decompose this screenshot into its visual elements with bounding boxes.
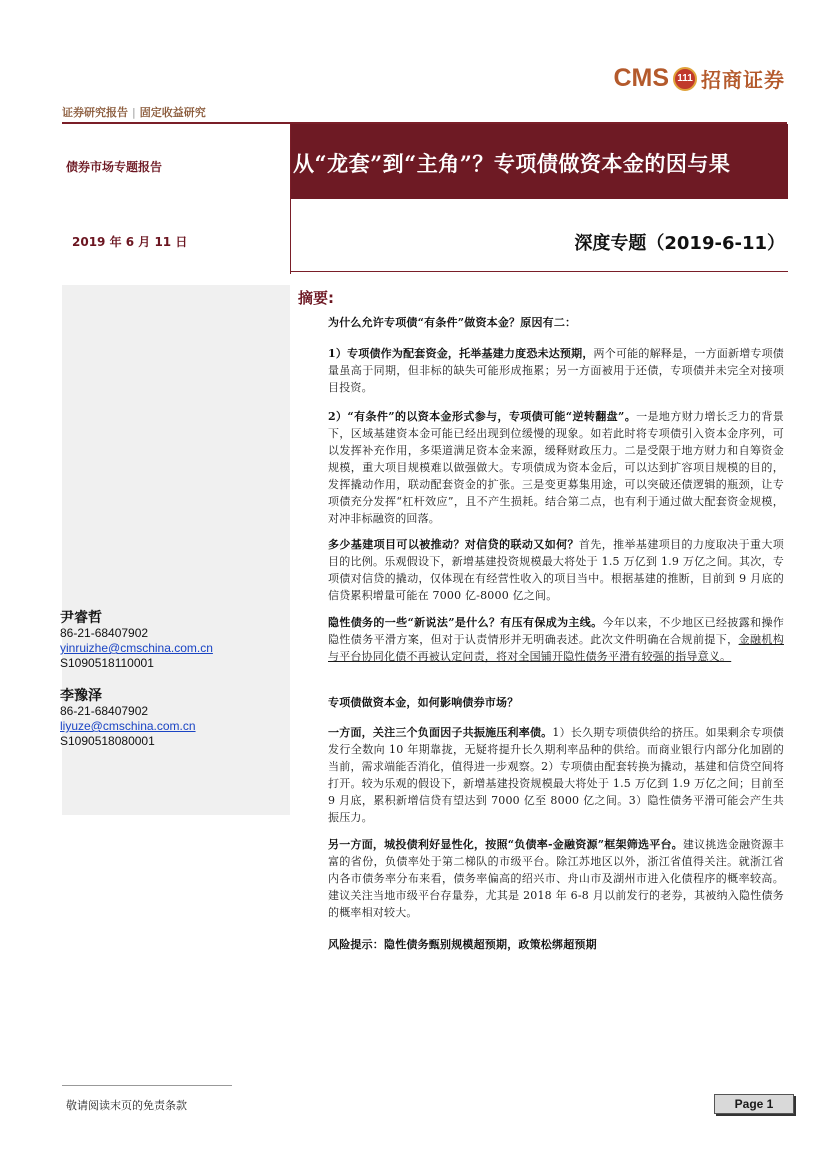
risk-text: 风险提示：隐性债务甄别规模超预期，政策松绑超预期 (328, 938, 597, 951)
abstract-heading: 摘要: (298, 289, 334, 307)
author-card (60, 689, 196, 749)
abstract-paragraph (328, 836, 784, 921)
paragraph-lead: 隐性债务的一些“新说法”是什么？有压有保成为主线。 (328, 616, 603, 629)
paragraph-underlined-text: 金融机构与平台协同化债不再被认定问责，将对全国铺开隐性债务平滑有较强的指导意义。 (328, 633, 784, 663)
abstract-paragraph (328, 345, 784, 396)
page-number: Page 1 (714, 1094, 794, 1114)
abstract-question-2 (328, 694, 784, 711)
disclaimer-note: 敬请阅读末页的免责条款 (66, 1099, 187, 1112)
paragraph-text: 一是地方财力增长乏力的背景下，区域基建资本金可能已经出现到位缓慢的现象。如若此时将专项债引入资本金序列，可以发挥补充作用，多渠道满足资本金来源，缓释财政压力。二是受限于地方财力和自筹资金规模，重大项目规模难以做强做大。专项债成为资本金后，可以达到扩容项目规模的目的，发挥撬动作用，联动配套资金的扩张。三是变更募集用途，可以突破还债逻辑的瓶颈，让专项债充分发挥“杠杆效应”，且不产生损耗。结合第二点，也有利于通过做大配套资金规模，对冲非标融资的回落。 (328, 410, 784, 525)
report-type: 债券市场专题报告 (66, 160, 163, 174)
company-logo (613, 64, 785, 93)
breadcrumb (62, 104, 206, 120)
title-banner (291, 124, 788, 199)
author-cert: S1090518110001 (60, 656, 154, 670)
abstract-question-1 (328, 314, 784, 331)
abstract-paragraph (328, 614, 784, 665)
abstract-paragraph (328, 724, 784, 826)
paragraph-text: 首先，推举基建项目的力度取决于重大项目的比例。乐观假设下，新增基建投资规模最大将处于 1.5 万亿到 1.9 万亿之间。其次，专项债对信贷的撬动，仅体现在有经营性收入的项目当中。根据基建的推断，目前到 9 月底的信贷累积增量可能在 7000 亿-8000 亿之间。 (328, 538, 784, 602)
author-email-link[interactable]: yinruizhe@cmschina.com.cn (60, 641, 213, 655)
paragraph-text: 两个可能的解释是，一方面新增专项债量虽高于同期，但非标的缺失可能形成拖累；另一方面被用于还债，专项债并未完全对接项目投资。 (328, 347, 785, 394)
author-card (60, 611, 213, 671)
footer-rule (62, 1085, 232, 1086)
paragraph-lead: 1）专项债作为配套资金，托举基建力度恐未达预期， (328, 347, 594, 360)
paragraph-lead: 多少基建项目可以被推动？对信贷的联动又如何？ (328, 538, 579, 551)
breadcrumb-item-fixed-income: 固定收益研究 (139, 106, 206, 119)
paragraph-lead: 一方面，关注三个负面因子共振施压利率债。 (328, 726, 553, 739)
title-rule (291, 271, 788, 272)
author-cert: S1090518080001 (60, 734, 155, 748)
abstract-paragraph (328, 408, 784, 527)
paragraph-lead: 2）“有条件”的以资本金形式参与，专项债可能“逆转翻盘”。 (328, 410, 637, 423)
paragraph-text: 今年以来，不少地区已经披露和操作隐性债务平滑方案，但对于认责情形并无明确表述。此次文件明确在合规前提下， (328, 616, 785, 646)
question-text: 为什么允许专项债“有条件”做资本金？原因有二： (328, 316, 577, 329)
report-title: 从“龙套”到“主角”？专项债做资本金的因与果 (293, 151, 731, 176)
abstract-paragraph (328, 536, 784, 604)
breadcrumb-separator: | (132, 106, 136, 119)
logo-coin-icon: 111 (673, 67, 697, 91)
author-email-link[interactable]: liyuze@cmschina.com.cn (60, 719, 196, 733)
paragraph-text: 建议挑选金融资源丰富的省份，负债率处于第二梯队的市级平台。除江苏地区以外，浙江省值得关注。就浙江省内各市债务率分布来看，债务率偏高的绍兴市、舟山市及湖州市进入化债程序的概率较高。建议关注当地市级平台存量券，尤其是 2018 年 6-8 月以前发行的老券，其被纳入隐性债务的概率相对较大。 (328, 838, 784, 919)
breadcrumb-item-research: 证券研究报告 (62, 106, 128, 119)
author-phone: 86-21-68407902 (60, 704, 149, 718)
question-text: 专项债做资本金，如何影响债券市场？ (328, 696, 519, 709)
paragraph-lead: 另一方面，城投债利好显性化，按照“负债率-金融资源”框架筛选平台。 (328, 838, 683, 851)
report-date: 2019 年 6 月 11 日 (72, 235, 188, 249)
risk-warning (328, 936, 784, 953)
paragraph-text: 1）长久期专项债供给的挤压。如果剩余专项债发行全数向 10 年期靠拢，无疑将提升长久期利率品种的供给。而商业银行内部分化加剧的当前，需求端能否消化，值得进一步观察。2）专项债由配套转换为撬动，基建和信贷空间将打开。较为乐观的假设下，新增基建投资规模最大将处于 1.5 万亿到 1.9 万亿之间；目前至 9 月底，累积新增信贷有望达到 7000 亿至 8000 亿之间。3）隐性债务平滑可能会产生共振压力。 (328, 726, 785, 824)
logo-cms-text: CMS (613, 64, 669, 92)
deep-topic-title: 深度专题（2019-6-11） (574, 233, 785, 254)
logo-cn-text: 招商证券 (701, 68, 785, 92)
author-name: 李豫泽 (60, 688, 102, 704)
author-name: 尹睿哲 (60, 610, 102, 626)
author-phone: 86-21-68407902 (60, 626, 149, 640)
